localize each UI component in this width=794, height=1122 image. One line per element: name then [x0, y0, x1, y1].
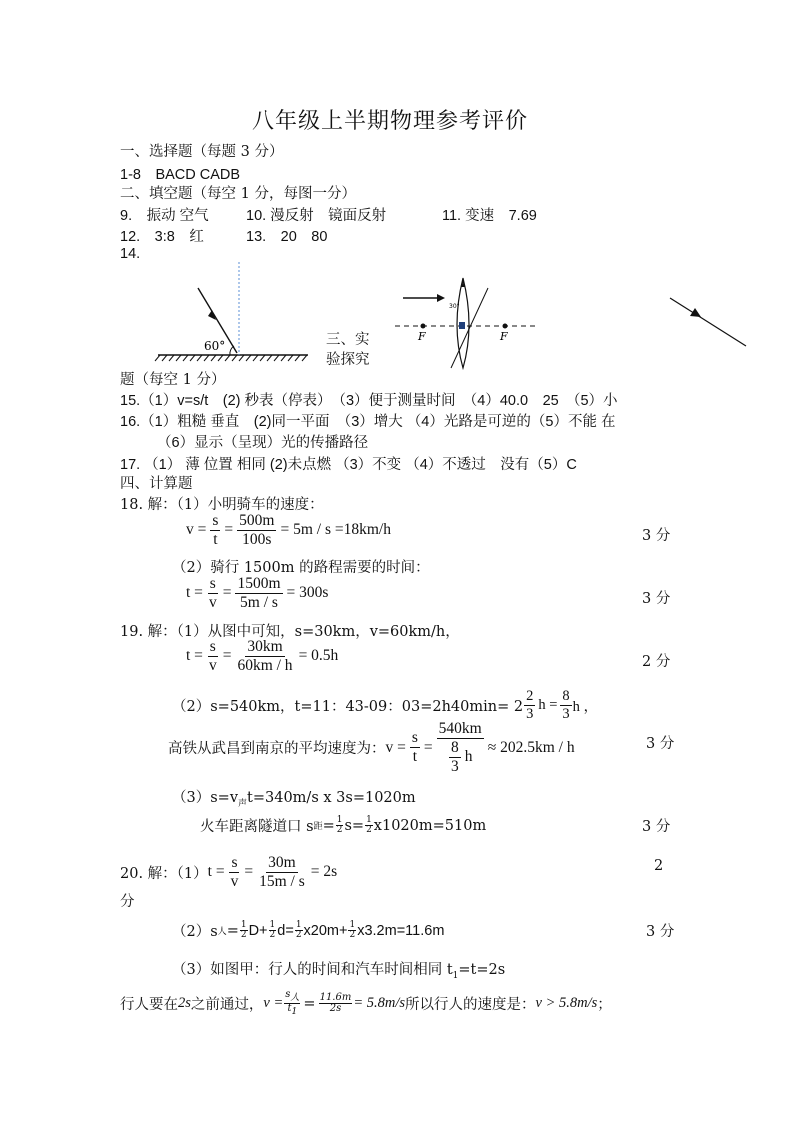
- answer-15: 15.（1）v=s/t (2) 秒表（停表） （3）便于测量时间 （4）40.0 25 （5）小: [120, 393, 618, 409]
- q19-score2: 3 分: [646, 736, 675, 752]
- answer-16: 16.（1）粗糙 垂直 (2)同一平面 （3）增大 （4）光路是可逆的（5）不能 在: [120, 414, 616, 430]
- q20-score1-unit: 分: [120, 894, 135, 910]
- focus-left-label: F: [418, 330, 426, 343]
- q18-intro: 18. 解：（1）小明骑车的速度：: [120, 497, 324, 513]
- arrow-right-icon: [437, 294, 445, 302]
- lens-angle-label: 30°: [449, 303, 460, 310]
- q19-score1: 2 分: [642, 654, 671, 670]
- ray-arrow-icon: [690, 308, 701, 317]
- q20-conclusion: 行人要在 2s 之前通过， v = $s_人$ $t_1$ = $\frac{11.6m}{2s}$ = 5.8m/s 所以行人的速度是： v > 5.8m/s ；: [120, 989, 612, 1017]
- section-heading-calc: 四、计算题: [120, 476, 193, 492]
- section-heading-choice: 一、选择题（每题 3 分）: [120, 144, 284, 160]
- section-heading-exp-b: 验探究: [326, 352, 370, 368]
- q18-score1: 3 分: [642, 528, 671, 544]
- section-heading-exp-c: 题（每空 1 分）: [120, 372, 226, 388]
- q20-score2: 3 分: [646, 924, 675, 940]
- lens-diagram: [395, 276, 545, 372]
- answer-11: 11. 变速 7.69: [442, 208, 537, 224]
- q20-sub3: （3）如图甲：行人的时间和汽车时间相同 $t_1=t=2s$: [172, 962, 506, 981]
- q19-sub2: （2）s=540km，t=11：43-09：03=2h40min= 2 $\frac{2}{3}$ h = $\frac{8}{3}$ h ，: [172, 688, 599, 722]
- ray-fragment: [668, 296, 748, 348]
- answer-16-cont: （6）显示（呈现）光的传播路径: [157, 435, 369, 451]
- section-heading-exp-a: 三、实: [326, 332, 370, 348]
- focus-right-label: F: [500, 330, 508, 343]
- section-heading-fill: 二、填空题（每空 1 分，每图一分）: [120, 186, 356, 202]
- q18-eq1: v = $\frac{s}{t}$ = $\frac{500m}{100s}$ = 5m / s =18km/h: [186, 512, 391, 548]
- q18-score2: 3 分: [642, 591, 671, 607]
- choice-answers: 1-8 BACD CADB: [120, 167, 241, 183]
- page-title: 八年级上半期物理参考评价: [252, 109, 529, 134]
- q19-intro: 19. 解：（1）从图中可知，s=30km，v=60km/h，: [120, 624, 460, 640]
- q20-eq1: 20. 解：（1） t = $\frac{s}{v}$ = $\frac{30m}{15m / s}$ = 2s: [120, 854, 338, 890]
- answer-13: 13. 20 80: [246, 229, 328, 245]
- q19-avg: 高铁从武昌到南京的平均速度为： v = $\frac{s}{t}$ = 540km $\frac{8}{3}$ h ≈ 202.5km / h: [168, 720, 575, 775]
- q18-sub2: （2）骑行 1500m 的路程需要的时间：: [172, 560, 430, 576]
- q19-dist: 火车距离隧道口 s 距 = $\frac{1}{2}$ s= $\frac{1}{2}$ x1020m=510m: [200, 815, 487, 835]
- q20-sub2: （2）s 人 = $\frac{1}{2}$ D+ $\frac{1}{2}$ d= $\frac{1}{2}$ x20m+ $\frac{1}{2}$ x3.2m=11.6m: [172, 920, 445, 940]
- angle-label: 60°: [204, 339, 226, 353]
- answer-12: 12. 3:8 红: [120, 229, 204, 245]
- q18-eq2: t = $\frac{s}{v}$ = $\frac{1500m}{5m / s}$ = 300s: [186, 575, 329, 611]
- answer-14-label: 14.: [120, 246, 141, 262]
- q20-score1: 2: [654, 858, 664, 874]
- q19-eq1: t = $\frac{s}{v}$ = $\frac{30km}{60km / h}$ = 0.5h: [186, 638, 339, 674]
- q19-score3: 3 分: [642, 819, 671, 835]
- reflection-diagram: [150, 258, 320, 368]
- answer-10: 10. 漫反射 镜面反射: [246, 208, 387, 224]
- q19-sub3: $(3)s=v_声t=340m/s$ x 3s=1020m: [172, 790, 416, 809]
- answer-9: 9. 振动 空气: [120, 208, 209, 224]
- answer-17: 17. （1） 薄 位置 相同 (2)未点燃 （3）不变 （4）不透过 没有（5）C: [120, 457, 577, 473]
